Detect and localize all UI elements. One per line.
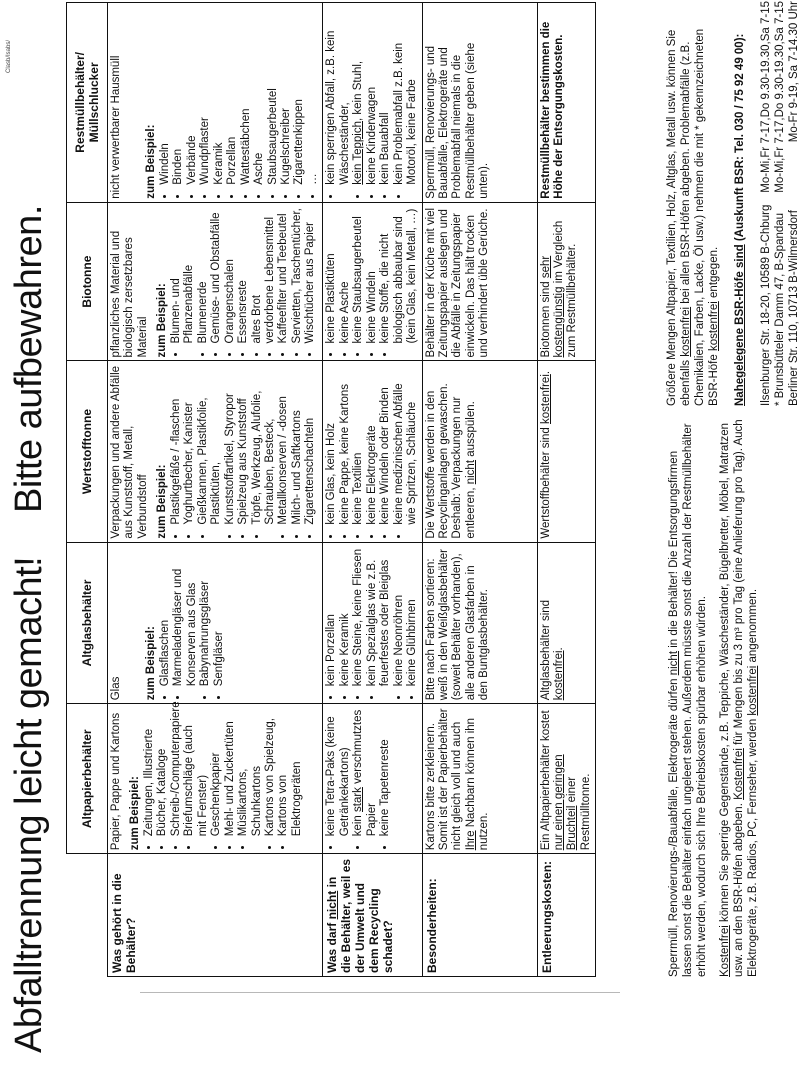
text-part: verschmutztes Papier <box>352 709 378 837</box>
list-item: • Binden <box>172 6 185 185</box>
list-item: • Wischtücher aus Papier <box>304 206 317 344</box>
list-restmuell <box>159 6 320 199</box>
list-item: • Windeln <box>159 6 172 185</box>
cell-altglas-nicht <box>323 542 422 704</box>
list-item: • keine Plastiktüten <box>325 206 338 344</box>
list-item: • keine Windeln <box>366 206 379 344</box>
list-item <box>352 707 379 836</box>
list-wertstoff-nicht <box>325 364 419 538</box>
hours: Mo-Fr 9-19, Sa 7-14.30 Uhr <box>788 1 800 143</box>
text-part: nicht <box>668 650 680 676</box>
list-item: • Gemüse- und Obstabfälle <box>210 206 223 344</box>
text-part: in die Behälter! Die Entsorgungsfirmen lassen sonst die Behälter einfach ungeleert stehen. Außerdem müsste sonst die Anzahl der Restmüllbehälter erhöht werden, wodurch sich Ihre Betriebskosten spürbar erhöhen würden. <box>668 423 708 977</box>
text-part: Ihre <box>464 830 477 851</box>
note-sperrmuell <box>668 417 709 977</box>
list-item: • altes Brot <box>251 206 264 344</box>
list-item: • Babynahrungsgläser <box>199 546 212 687</box>
list-item: • Servietten, Taschentücher, <box>291 206 304 344</box>
text-part: Kartons bitte zerkleinern. Somit ist der Papierbehälter nicht gleich voll und auch <box>424 708 464 851</box>
list-item: • Zeitungen, Illustrierte <box>143 707 156 836</box>
text-part: kein <box>352 811 365 837</box>
title-left: Abfalltrennung leicht gemacht! <box>8 556 50 1053</box>
address-row <box>759 1 773 406</box>
text-part: entgegen. <box>708 246 721 302</box>
list-item: • Müslikartons, Schuhkartons <box>237 707 264 836</box>
text-part: , kein Stuhl, <box>352 60 365 121</box>
list-item: • Senfgläser <box>213 546 226 687</box>
list-item: • kein Porzellan <box>325 546 338 687</box>
cell-intro: pflanzliches Material und biologisch zersetzbares Material <box>110 230 149 358</box>
list-item: • Wundpflaster <box>199 6 212 185</box>
list-item: • Asche <box>253 6 266 185</box>
cell-altpapier-gehoert <box>108 701 323 854</box>
text-part: . <box>552 647 565 651</box>
list-altpapier-nicht <box>325 707 392 850</box>
list-item: • Milch- und Saftkartons <box>291 364 304 524</box>
address: Ilsenburger Str. 18-20, 10589 B-Chburg <box>760 204 773 406</box>
example-heading: zum Beispiel: <box>145 124 158 199</box>
list-item: • Glasflaschen <box>159 546 172 687</box>
text-part: ausspülen. <box>464 401 477 460</box>
cell-intro: Glas <box>110 676 122 701</box>
cell-restmuell-nicht <box>323 3 422 203</box>
list-altglas-nicht <box>325 546 419 701</box>
list-item: • Wattestäbchen <box>240 6 253 185</box>
list-item: • keine Windeln oder Binden <box>379 364 392 524</box>
address-row <box>773 1 787 406</box>
list-item: • verdorbene Lebensmittel <box>264 206 277 344</box>
text-part: Nachbarn können ihn nutzen. <box>464 717 491 851</box>
list-item: • Metallkonserven / -dosen <box>277 364 290 524</box>
header-altpapier: Altpapierbehälter <box>67 704 108 854</box>
list-item: • keine Steine, keine Fliesen <box>352 546 365 687</box>
text-part: kein Teppich <box>352 120 365 185</box>
list-restmuell-nicht <box>325 6 419 199</box>
note-kostenfrei <box>719 417 760 977</box>
text-part: kostenfrei <box>539 374 552 424</box>
text-part: kostenfrei <box>552 650 565 701</box>
list-item: • Geschenkpapier <box>210 707 223 836</box>
text-part: . <box>539 370 552 375</box>
row-header-was-nicht <box>323 854 422 977</box>
row-label-part: Was darf <box>325 919 340 973</box>
list-item: • Spielzeug aus Kunststoff <box>237 364 250 524</box>
list-item: • Keramik <box>213 6 226 185</box>
list-item: • Töpfe, Werkzeug, Alufolie, Schrauben, Besteck, <box>251 364 278 524</box>
bsr-info <box>665 1 800 406</box>
bottom-notes <box>668 417 771 977</box>
header-corner <box>67 854 108 977</box>
cell-biotonne-besonder: Behälter in der Küche mit viel Zeitungspapier auslegen und die Abfälle in Zeitungspapier einwickeln. Das hält trocken und verhindert üble Gerüche. <box>422 202 537 361</box>
list-item: • Orangenschalen <box>224 206 237 344</box>
list-item: • keine Kinderwagen <box>366 6 379 185</box>
list-altglas <box>159 546 226 701</box>
text-part: Sperrmüll, Renovierungs-/Bauabfälle, Elektrogeräte dürfen <box>668 675 680 977</box>
list-item: • Kartons von Spielzeug, <box>264 707 277 836</box>
list-biotonne-nicht <box>325 206 419 358</box>
list-item: • Briefumschläge (auch mit Fenster) <box>183 707 210 836</box>
corner-label: Clasb/Isabs/ <box>6 39 12 73</box>
cell-restmuell-kosten: Restmüllbehälter bestimmen die Höhe der Entsorgungskosten. <box>537 3 596 203</box>
list-item: • … <box>307 6 320 185</box>
list-item: • keine Elektrogeräte <box>366 364 379 524</box>
text-part: im Vergleich zum Restmüllbehälter. <box>552 220 579 358</box>
list-item: • keine Glühbirnen <box>406 546 419 687</box>
list-item: • keine medizinischen Abfälle wie Spritzen, Schläuche <box>393 364 420 524</box>
address: Berliner Str. 110, 10713 B-Wilmersdorf <box>788 209 800 406</box>
text-part: Kostenfrei <box>719 925 732 977</box>
text-part: Ein Altpapierbehälter kostet <box>539 710 552 851</box>
cell-wertstoff-gehoert <box>108 361 323 542</box>
text-part: einer Restmülltonne. <box>566 773 592 851</box>
text-part: nicht <box>464 459 477 485</box>
cell-altpapier-besonder <box>422 704 537 854</box>
list-item: • Blumen- und Pflanzenabfälle <box>170 206 197 344</box>
list-wertstoff <box>170 364 318 538</box>
text-part: kostenfrei <box>680 306 693 357</box>
list-item: • keine Tapetenreste <box>379 707 392 836</box>
title-right: Bitte aufbewahren. <box>8 205 50 513</box>
cell-biotonne-nicht <box>323 202 422 361</box>
header-biotonne: Biotonne <box>67 202 108 361</box>
cell-biotonne-kosten <box>537 202 596 361</box>
margin-line <box>140 992 620 993</box>
row-label-part: nicht <box>325 890 340 920</box>
list-biotonne <box>170 206 318 358</box>
list-item: • keine Neonröhren <box>393 546 406 687</box>
hours: Mo-Mi,Fr 7-17,Do 9.30-19.30,Sa 7-15 <box>760 1 773 193</box>
text-part: Kostenfrei <box>733 748 746 800</box>
list-item: • Kunststoffartikel, Styropor <box>224 364 237 524</box>
list-item: • keine Staubsaugerbeutel <box>352 206 365 344</box>
example-heading: zum Beispiel: <box>156 464 169 539</box>
list-item: • Yoghurtbecher, Kanister <box>183 364 196 524</box>
waste-table <box>66 2 596 977</box>
header-wertstoff: Wertstofftonne <box>67 361 108 542</box>
text-part: nur einen geringen Bruchteil <box>552 754 579 851</box>
list-item: • Marmeladengläser und Konserven aus Glas <box>172 546 199 687</box>
row-header-besonderheiten: Besonderheiten: <box>422 854 537 977</box>
list-item: • Mehl- und Zuckertüten <box>224 707 237 836</box>
example-heading: zum Beispiel: <box>156 283 169 358</box>
list-item: • Essensreste <box>237 206 250 344</box>
text-part: Biotonnen sind <box>539 278 552 358</box>
header-restmuell <box>67 3 108 203</box>
list-item: • keine Tetra-Paks (keine Getränkekartons) <box>325 707 352 836</box>
text-part: angenommen. <box>746 588 759 666</box>
cell-wertstoff-nicht <box>323 361 422 542</box>
list-item: • keine Stoffe, die nicht biologisch abbaubar sind (kein Glas, kein Metall, …) <box>379 206 419 344</box>
row-label-part: in die Behälter, weil es der Umwelt und dem Recycling schadet? <box>325 858 396 973</box>
example-heading: zum Beispiel: <box>129 776 142 851</box>
cell-intro: Papier, Pappe und Kartons <box>110 712 122 851</box>
cell-altglas-kosten <box>537 542 596 704</box>
list-item: • Kartons von Elektrogeräten <box>277 707 304 836</box>
address: * Brunsbütteler Damm 47, B-Spandau <box>774 212 787 406</box>
text-part: Wertstoffbehälter sind <box>539 423 552 539</box>
list-item: • kein Spezialglas wie z.B. feuerfestes oder Bleiglas <box>366 546 393 687</box>
text-part: können Sie sperrige Gegenstände, z.B. Teppiche, Wäscheständer, Bügelbretter, Möbel, Matratzen usw. an den BSR-Höfen abgeben. <box>719 422 746 977</box>
cell-altglas-gehoert <box>108 542 323 704</box>
text-part: Nahegelegene BSR-Höfe sind <box>734 244 747 406</box>
list-item: • keine Keramik <box>339 546 352 687</box>
list-item: • Plastikgefäße / -flaschen <box>170 364 183 524</box>
row-header-entleerungskosten: Entleerungskosten: <box>537 854 596 977</box>
list-item: • Kaffeefilter und Teebeutel <box>277 206 290 344</box>
hours: Mo-Mi,Fr 7-17,Do 9.30-19.30,Sa 7-15 <box>774 1 787 193</box>
text-part: sehr kostengünstig <box>539 255 565 358</box>
cell-restmuell-gehoert <box>108 3 323 203</box>
text-part: für Mengen bis zu 3 m³ pro Tag (eine Anlieferung pro Tag). Auch Elektrogeräte, z.B. Radios, PC, Fernseher, werden <box>733 419 759 977</box>
list-item: • kein Bauabfall <box>379 6 392 185</box>
header-altglas: Altglasbehälter <box>67 542 108 704</box>
text-part: (Auskunft BSR: Tel. 030 / 75 92 49 00): <box>734 33 747 245</box>
list-item: • Gießkannen, Plastikfolie, Plastiktüten, <box>197 364 224 524</box>
list-item: • kein sperrigen Abfall, z.B. kein Wäscheständer, <box>325 6 352 185</box>
cell-wertstoff-kosten <box>537 361 596 542</box>
note-groessere-mengen <box>665 1 721 406</box>
list-item: • kein Problemabfall z.B. kein Motoröl, keine Farbe <box>393 6 420 185</box>
cell-restmuell-besonder: Sperrmüll, Renovierungs- und Bauabfälle, Elektrogeräte und Problemabfall niemals in die Restmüllbehälter geben (siehe unten). <box>422 3 537 203</box>
list-item: • Verbände <box>186 6 199 185</box>
text-part: bei allen BSR-Höfen abgeben. Problemabfälle (z.B. Chemikalien, Farben, Lacke, Öl usw.) nehmen die mit * gekennzeichneten BSR-Höfe <box>680 28 721 406</box>
list-item: • Zigarettenschachteln <box>304 364 317 524</box>
list-item: • Schreib-/Computerpapiere <box>170 707 183 836</box>
list-altpapier <box>142 701 304 850</box>
address-row <box>787 1 800 406</box>
cell-wertstoff-besonder <box>422 361 537 542</box>
cell-intro: nicht verwertbarer Hausmüll <box>110 55 122 199</box>
text-part: Die Wertstoffe werden in den Recyclinganlagen gewaschen. Deshalb: Verpackungen nur entleeren, <box>424 383 477 539</box>
list-item: • keine Textilien <box>352 364 365 524</box>
list-item: • keine Pappe, keine Kartons <box>339 364 352 524</box>
text-part: kostenfrei <box>746 665 759 716</box>
cell-intro: Verpackungen und andere Abfälle aus Kunststoff, Metall, Verbundstoff <box>110 365 149 539</box>
list-item: • Zigarettenkippen <box>293 6 306 185</box>
list-item: • keine Asche <box>339 206 352 344</box>
cell-altpapier-nicht <box>323 704 422 854</box>
text-part: stark <box>352 787 365 812</box>
text-part: kostenfrei <box>708 301 721 352</box>
header-restmuell-label: Restmüllbehälter/ <box>72 52 87 153</box>
list-item: • Bücher, Kataloge <box>156 707 169 836</box>
list-item: • Staubsaugerbeutel <box>267 6 280 185</box>
cell-biotonne-gehoert <box>108 202 323 361</box>
text-part: Altglasbehälter sind <box>539 599 552 701</box>
text-part: Größere Mengen Altpapier, Textilien, Holz, Altglas, Metall usw. können Sie ebenfalls <box>666 29 693 406</box>
list-item: • Kugelschreiber <box>280 6 293 185</box>
cell-altpapier-kosten <box>537 704 596 854</box>
header-restmuell-sub: Müllschlucker <box>87 62 101 143</box>
example-heading: zum Beispiel: <box>145 626 158 701</box>
list-item <box>352 6 365 185</box>
list-item: • Blumenerde <box>197 206 210 344</box>
row-header-was-gehoert: Was gehört in die Behälter? <box>108 854 323 977</box>
list-item: • Porzellan <box>226 6 239 185</box>
list-item: • kein Glas, kein Holz <box>325 364 338 524</box>
bsr-heading <box>733 1 747 406</box>
cell-altglas-besonder: Bitte nach Farben sortieren: weiß in den Weißglasbehälter (soweit Behälter vorhanden), alle anderen Glasfarben in den Buntglasbehälter. <box>422 542 537 704</box>
